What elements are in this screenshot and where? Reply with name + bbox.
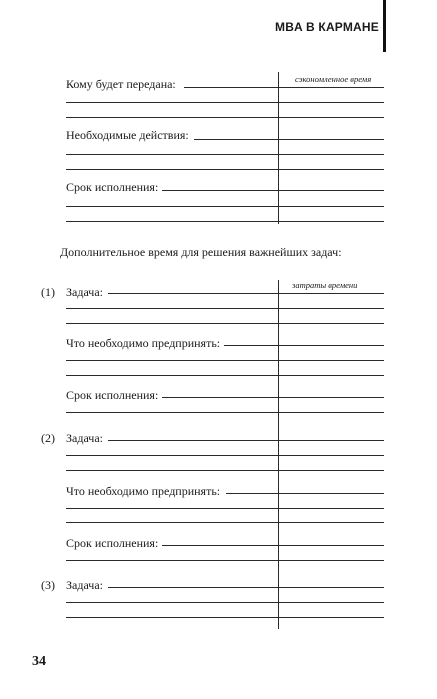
fill-line [162,397,384,398]
fill-line [66,360,384,361]
fill-line [66,508,384,509]
task-number: (2) [41,431,55,445]
fill-line [66,221,384,222]
fill-line [108,587,384,588]
fill-line [162,190,384,191]
deadline-label: Срок исполнения: [66,536,159,550]
fill-line [66,102,384,103]
fill-line [66,375,384,376]
field-label-actions: Необходимые действия: [66,128,189,142]
fill-line [66,455,384,456]
fill-line [108,440,384,441]
task-number: (3) [41,578,55,592]
fill-line [66,522,384,523]
task-number: (1) [41,285,55,299]
field-label-deadline: Срок исполнения: [66,180,159,194]
top-column-divider [278,72,279,224]
field-label-recipient: Кому будет передана: [66,77,176,91]
task-label: Задача: [66,285,103,299]
running-header: MBA В КАРМАНЕ [275,20,379,34]
fill-line [226,493,384,494]
fill-line [224,345,384,346]
time-spent-column-note: затраты времени [292,280,358,290]
fill-line [194,139,384,140]
task-label: Задача: [66,431,103,445]
saved-time-column-note: сэкономленное время [295,74,372,84]
fill-line [66,169,384,170]
fill-line [184,87,278,88]
fill-line [66,308,384,309]
fill-line [108,293,384,294]
action-label: Что необходимо предпринять: [66,484,221,498]
fill-line [162,545,384,546]
fill-line [66,412,384,413]
deadline-label: Срок исполнения: [66,388,159,402]
fill-line [66,470,384,471]
page-number: 34 [32,654,46,669]
header-vertical-bar [383,0,386,52]
fill-line [66,206,384,207]
fill-line [66,602,384,603]
fill-line [66,117,384,118]
fill-line [66,617,384,618]
fill-line [66,560,384,561]
fill-line [66,154,384,155]
fill-line [278,87,384,88]
task-label: Задача: [66,578,103,592]
action-label: Что необходимо предпринять: [66,336,221,350]
fill-line [66,323,384,324]
section-heading: Дополнительное время для решения важнейших задач: [60,245,342,259]
